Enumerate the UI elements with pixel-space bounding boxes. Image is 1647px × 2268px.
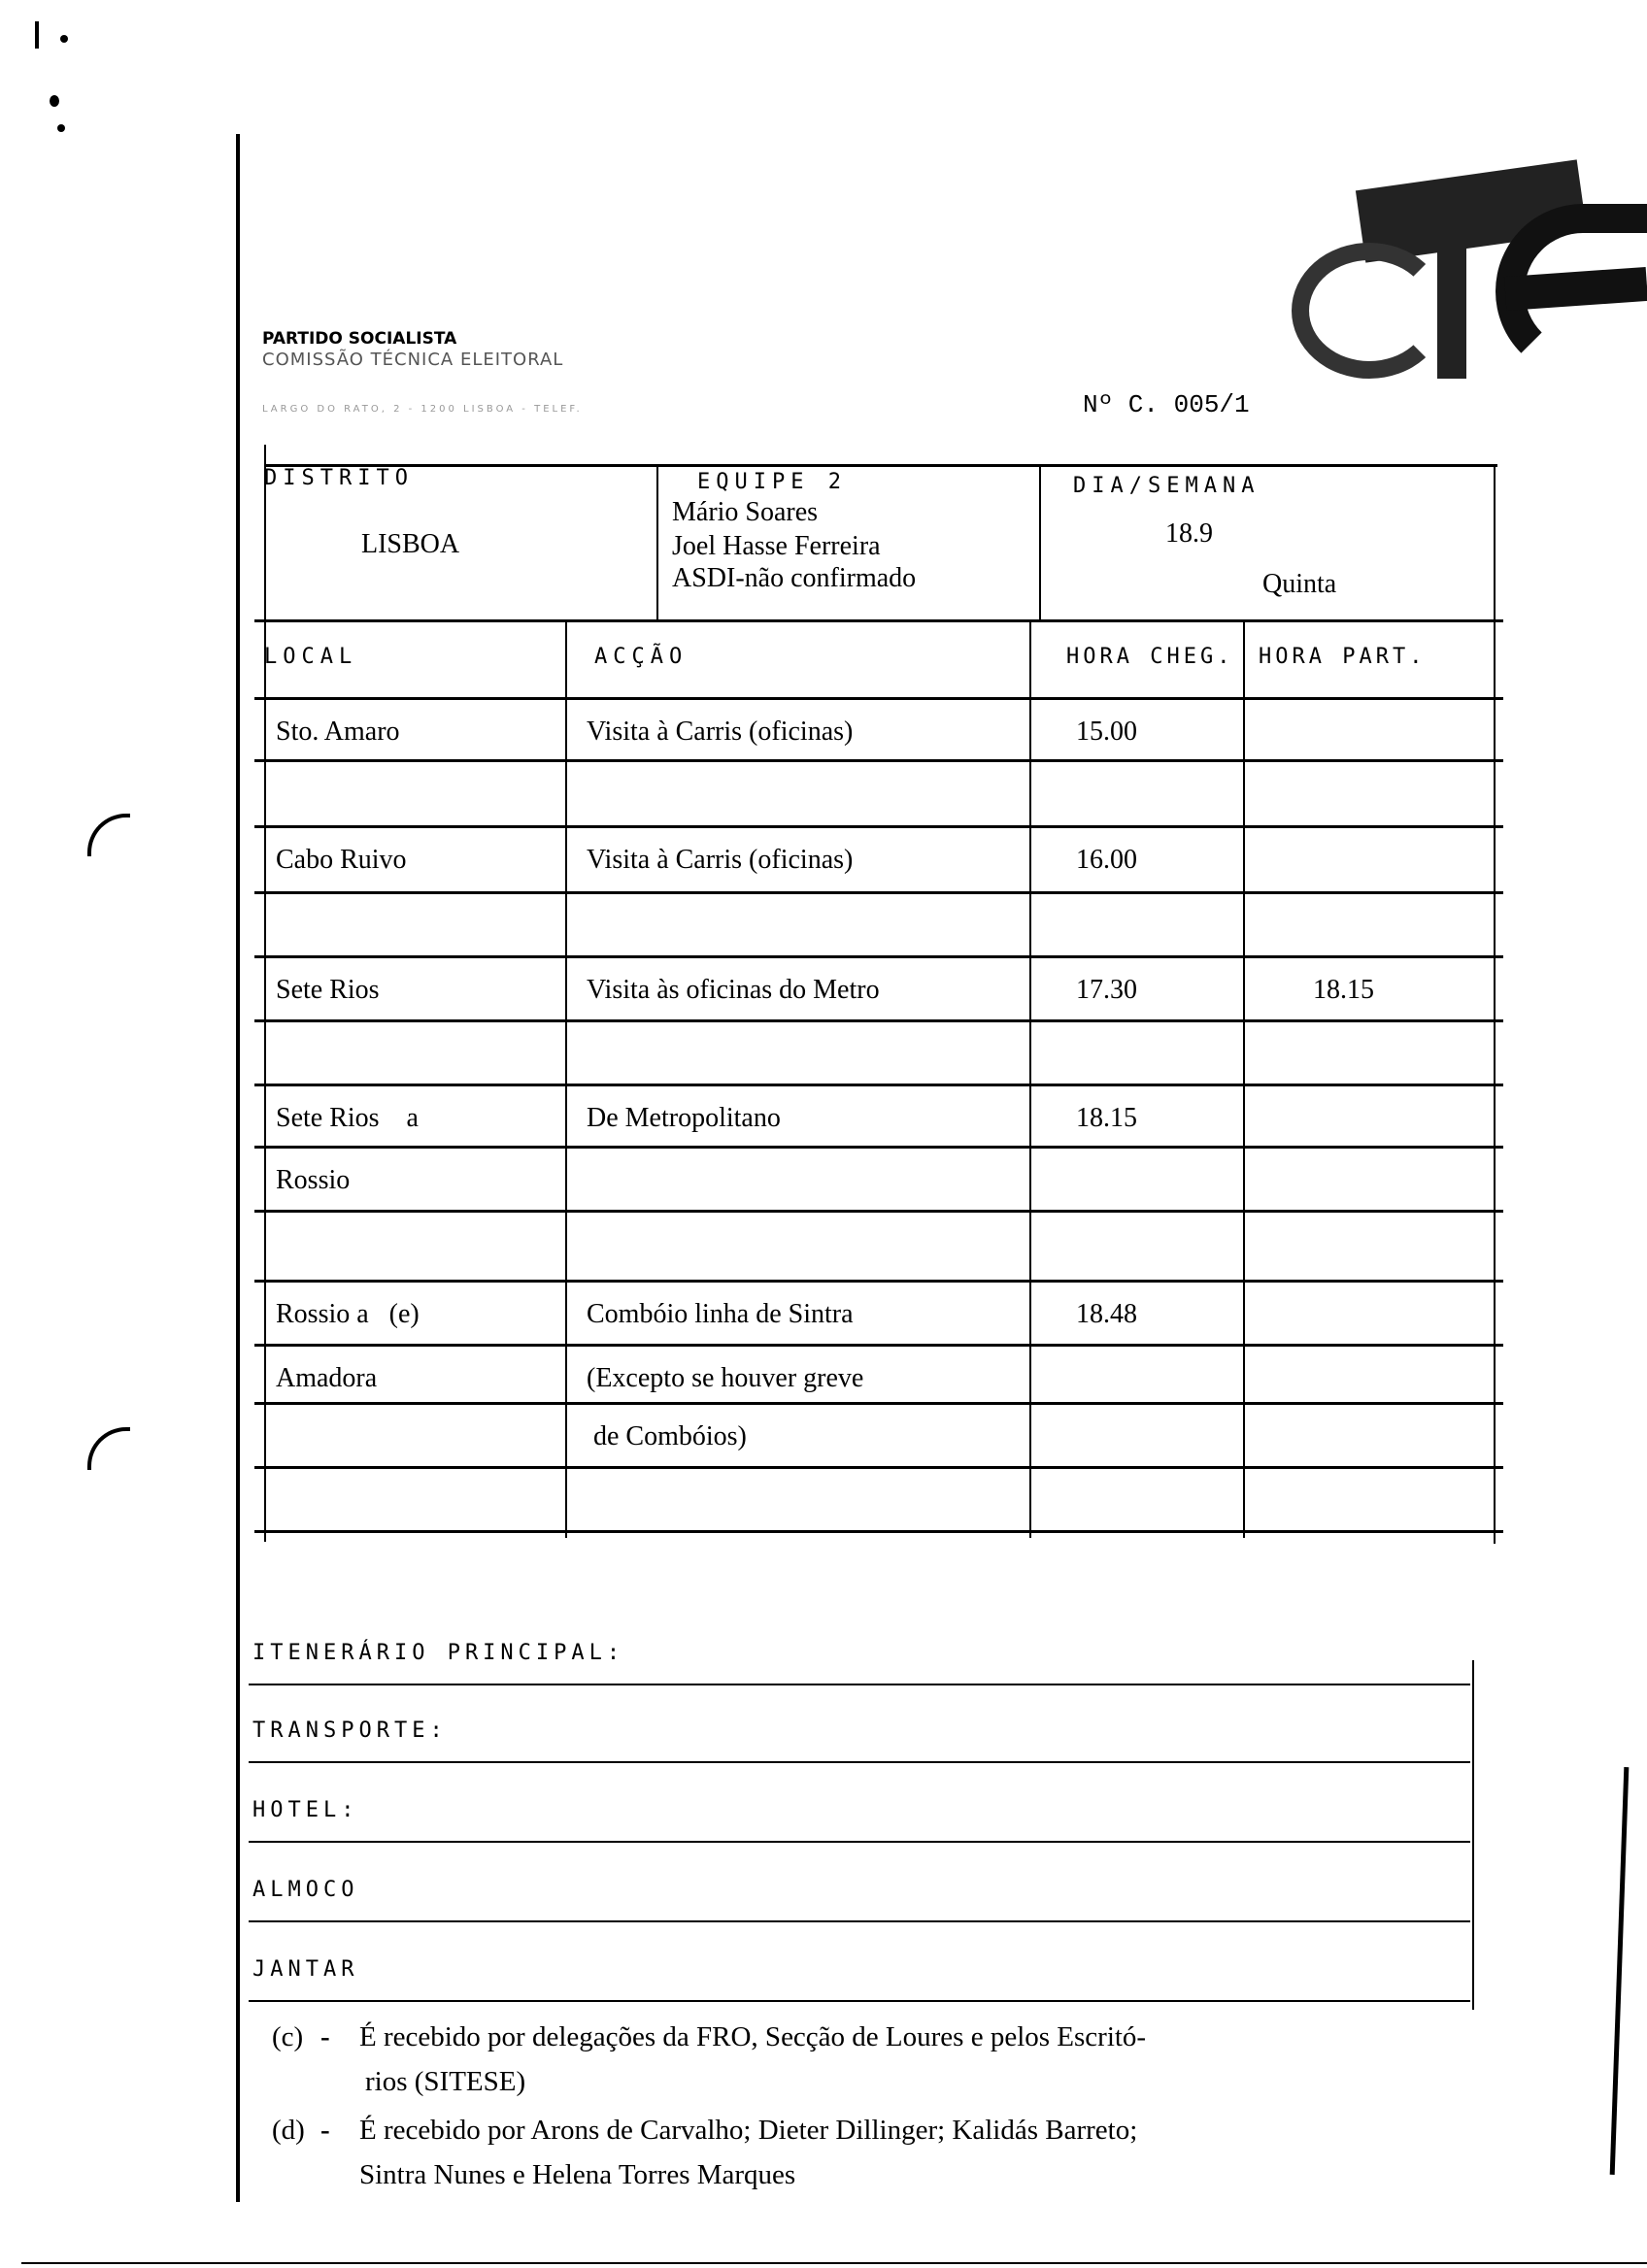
cell-accao: Visita à Carris (oficinas) — [587, 845, 854, 875]
dia-semana-label: DIA/SEMANA — [1073, 474, 1260, 498]
itinerary-field-input[interactable] — [544, 1878, 1457, 1913]
scan-dot — [57, 124, 65, 132]
note-text-line: rios (SITESE) — [365, 2066, 526, 2097]
itinerary-underline — [249, 1920, 1470, 1922]
cell-accao: de Combóios) — [587, 1421, 747, 1451]
itinerary-underline — [249, 1761, 1470, 1763]
itinerary-field-input[interactable] — [544, 1718, 1457, 1753]
scan-dot — [50, 95, 59, 107]
top-divider-2 — [1039, 464, 1041, 619]
dia-value: 18.9 — [1165, 518, 1213, 549]
row-rule — [254, 825, 1503, 828]
bottom-edge-rule — [21, 2262, 1647, 2264]
cell-local: Cabo Ruivo — [276, 845, 407, 875]
itinerary-field-input[interactable] — [544, 1798, 1457, 1833]
column-rule — [565, 619, 567, 1538]
cte-logo — [1282, 146, 1647, 388]
itinerary-field-label: ITENERÁRIO PRINCIPAL: — [252, 1641, 625, 1665]
note-text-line: É recebido por delegações da FRO, Secção de Loures e pelos Escritó- — [359, 2021, 1147, 2052]
row-rule — [254, 1280, 1503, 1283]
cell-hora-cheg: 17.30 — [1076, 975, 1137, 1005]
itinerary-field-input[interactable] — [544, 1957, 1457, 1992]
address-line: LARGO DO RATO, 2 - 1200 LISBOA - TELEF. — [262, 404, 583, 415]
hole-punch-mark — [87, 814, 130, 856]
note-text-line: Sintra Nunes e Helena Torres Marques — [359, 2159, 796, 2190]
row-rule — [254, 759, 1503, 762]
row-rule — [254, 697, 1503, 700]
row-rule — [254, 1402, 1503, 1405]
itinerary-right-border — [1472, 1660, 1474, 2010]
cell-local: Sto. Amaro — [276, 717, 400, 747]
distrito-value: LISBOA — [361, 529, 460, 559]
equipe-member: Mário Soares — [672, 497, 819, 527]
table-left-border — [264, 445, 266, 1542]
cell-accao: Visita à Carris (oficinas) — [587, 717, 854, 747]
note-dash: - — [320, 2021, 330, 2052]
column-header-hora-part: HORA PART. — [1259, 645, 1427, 669]
table-right-border — [1494, 464, 1496, 1544]
cell-accao: Combóio linha de Sintra — [587, 1299, 854, 1329]
note-marker: (c) — [272, 2021, 304, 2052]
distrito-label: DISTRITO — [264, 466, 414, 490]
equipe-member: Joel Hasse Ferreira — [672, 531, 881, 561]
column-header-hora-cheg: HORA CHEG. — [1066, 645, 1234, 669]
equipe-member: ASDI-não confirmado — [672, 563, 917, 593]
cell-local: Rossio a (e) — [276, 1299, 420, 1329]
itinerary-underline — [249, 1684, 1470, 1685]
cell-accao: (Excepto se houver greve — [587, 1363, 864, 1393]
column-rule — [1029, 619, 1031, 1538]
cell-hora-cheg: 15.00 — [1076, 717, 1137, 747]
semana-value: Quinta — [1262, 569, 1337, 599]
row-rule — [254, 1530, 1503, 1533]
row-rule — [254, 1466, 1503, 1469]
row-rule — [254, 1084, 1503, 1086]
hole-punch-mark — [87, 1427, 130, 1470]
itinerary-field-label: TRANSPORTE: — [252, 1718, 448, 1743]
cell-local: Sete Rios — [276, 975, 380, 1005]
org-name: PARTIDO SOCIALISTA — [262, 329, 457, 349]
row-rule — [254, 891, 1503, 894]
itinerary-field-input[interactable] — [544, 1641, 1457, 1676]
scan-mark — [35, 21, 39, 49]
table-top-border — [264, 464, 1497, 467]
row-rule — [254, 1210, 1503, 1213]
committee-name: COMISSÃO TÉCNICA ELEITORAL — [262, 350, 564, 370]
cell-hora-cheg: 16.00 — [1076, 845, 1137, 875]
itinerary-field-label: ALMOCO — [252, 1878, 359, 1902]
row-rule — [254, 619, 1503, 622]
note-marker: (d) — [272, 2115, 305, 2146]
cell-accao: Visita às oficinas do Metro — [587, 975, 880, 1005]
scan-mark-right — [1610, 1767, 1630, 2175]
row-rule — [254, 1146, 1503, 1149]
column-rule — [1243, 619, 1245, 1538]
column-header-accao: ACÇÃO — [594, 645, 689, 669]
cell-hora-cheg: 18.48 — [1076, 1299, 1137, 1329]
document-number: Nº C. 005/1 — [1083, 390, 1250, 419]
note-text-line: É recebido por Arons de Carvalho; Dieter Dillinger; Kalidás Barreto; — [359, 2115, 1138, 2146]
itinerary-field-label: HOTEL: — [252, 1798, 359, 1822]
row-rule — [254, 955, 1503, 958]
equipe-label: EQUIPE 2 — [697, 470, 847, 494]
itinerary-underline — [249, 1841, 1470, 1843]
cell-accao: De Metropolitano — [587, 1103, 781, 1133]
itinerary-underline — [249, 2000, 1470, 2002]
scan-dot — [60, 35, 68, 43]
row-rule — [254, 1344, 1503, 1347]
cell-local: Sete Rios a — [276, 1103, 419, 1133]
cell-hora-part: 18.15 — [1313, 975, 1374, 1005]
itinerary-field-label: JANTAR — [252, 1957, 359, 1982]
left-margin-rule — [236, 134, 240, 2202]
note-dash: - — [320, 2115, 330, 2146]
cell-local: Amadora — [276, 1363, 378, 1393]
column-header-local: LOCAL — [264, 645, 358, 669]
top-divider-1 — [656, 464, 658, 619]
cell-hora-cheg: 18.15 — [1076, 1103, 1137, 1133]
cell-local: Rossio — [276, 1165, 351, 1195]
row-rule — [254, 1019, 1503, 1022]
